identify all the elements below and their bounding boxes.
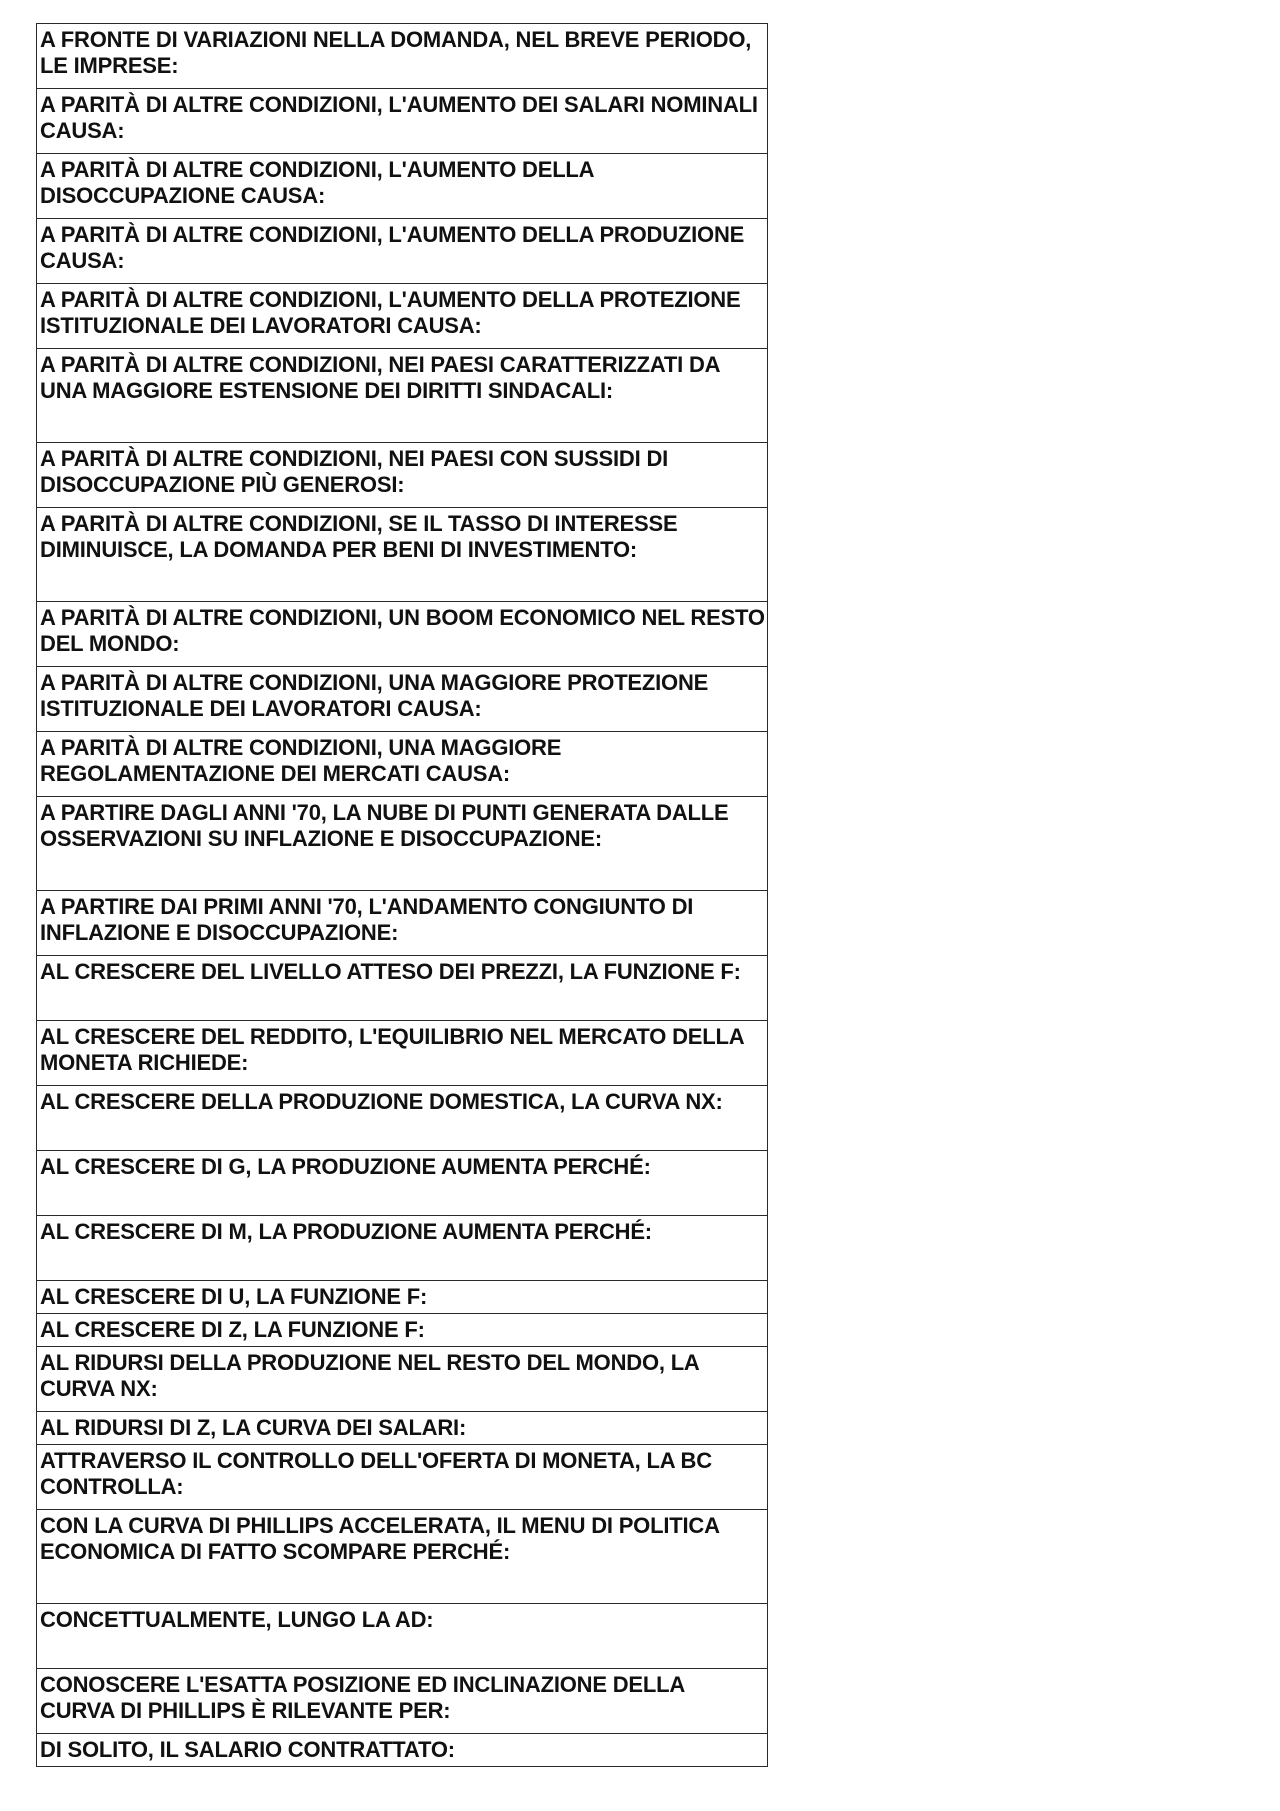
question-cell: A PARTIRE DAGLI ANNI '70, LA NUBE DI PUNTI GENERATA DALLE OSSERVAZIONI SU INFLAZIONE E DISOCCUPAZIONE: <box>37 797 768 891</box>
question-cell: AL CRESCERE DI M, LA PRODUZIONE AUMENTA PERCHÉ: <box>37 1216 768 1281</box>
table-row <box>37 797 768 891</box>
table-row <box>37 1510 768 1604</box>
table-row <box>37 349 768 443</box>
question-cell: A PARITÀ DI ALTRE CONDIZIONI, NEI PAESI CARATTERIZZATI DA UNA MAGGIORE ESTENSIONE DEI DIRITTI SINDACALI: <box>37 349 768 443</box>
table-row <box>37 1086 768 1151</box>
question-cell: A FRONTE DI VARIAZIONI NELLA DOMANDA, NEL BREVE PERIODO, LE IMPRESE: <box>37 24 768 89</box>
table-row <box>37 154 768 219</box>
table-row <box>37 1669 768 1734</box>
table-row <box>37 891 768 956</box>
table-row <box>37 443 768 508</box>
question-cell: AL CRESCERE DELLA PRODUZIONE DOMESTICA, LA CURVA NX: <box>37 1086 768 1151</box>
question-cell: A PARTIRE DAI PRIMI ANNI '70, L'ANDAMENTO CONGIUNTO DI INFLAZIONE E DISOCCUPAZIONE: <box>37 891 768 956</box>
question-cell: AL CRESCERE DI G, LA PRODUZIONE AUMENTA PERCHÉ: <box>37 1151 768 1216</box>
question-cell: AL RIDURSI DELLA PRODUZIONE NEL RESTO DEL MONDO, LA CURVA NX: <box>37 1347 768 1412</box>
table-row <box>37 1281 768 1314</box>
table-row <box>37 1445 768 1510</box>
table-row <box>37 508 768 602</box>
question-cell: CON LA CURVA DI PHILLIPS ACCELERATA, IL MENU DI POLITICA ECONOMICA DI FATTO SCOMPARE PERCHÉ: <box>37 1510 768 1604</box>
question-cell: ATTRAVERSO IL CONTROLLO DELL'OFERTA DI MONETA, LA BC CONTROLLA: <box>37 1445 768 1510</box>
table-row <box>37 219 768 284</box>
table-row <box>37 1412 768 1445</box>
question-cell: A PARITÀ DI ALTRE CONDIZIONI, UN BOOM ECONOMICO NEL RESTO DEL MONDO: <box>37 602 768 667</box>
table-row <box>37 1151 768 1216</box>
question-cell: AL CRESCERE DEL LIVELLO ATTESO DEI PREZZI, LA FUNZIONE F: <box>37 956 768 1021</box>
question-cell: DI SOLITO, IL SALARIO CONTRATTATO: <box>37 1734 768 1767</box>
table-row <box>37 1021 768 1086</box>
table-row <box>37 1216 768 1281</box>
table-row <box>37 956 768 1021</box>
table-row <box>37 1314 768 1347</box>
question-cell: A PARITÀ DI ALTRE CONDIZIONI, NEI PAESI CON SUSSIDI DI DISOCCUPAZIONE PIÙ GENEROSI: <box>37 443 768 508</box>
question-cell: A PARITÀ DI ALTRE CONDIZIONI, SE IL TASSO DI INTERESSE DIMINUISCE, LA DOMANDA PER BENI DI INVESTIMENTO: <box>37 508 768 602</box>
question-cell: AL CRESCERE DEL REDDITO, L'EQUILIBRIO NEL MERCATO DELLA MONETA RICHIEDE: <box>37 1021 768 1086</box>
question-cell: AL CRESCERE DI Z, LA FUNZIONE F: <box>37 1314 768 1347</box>
question-cell: AL RIDURSI DI Z, LA CURVA DEI SALARI: <box>37 1412 768 1445</box>
question-cell: A PARITÀ DI ALTRE CONDIZIONI, L'AUMENTO DEI SALARI NOMINALI CAUSA: <box>37 89 768 154</box>
question-cell: A PARITÀ DI ALTRE CONDIZIONI, L'AUMENTO DELLA DISOCCUPAZIONE CAUSA: <box>37 154 768 219</box>
table-row <box>37 1734 768 1767</box>
table-row <box>37 1347 768 1412</box>
question-cell: A PARITÀ DI ALTRE CONDIZIONI, UNA MAGGIORE PROTEZIONE ISTITUZIONALE DEI LAVORATORI CAUSA: <box>37 667 768 732</box>
question-cell: A PARITÀ DI ALTRE CONDIZIONI, L'AUMENTO DELLA PRODUZIONE CAUSA: <box>37 219 768 284</box>
question-cell: CONOSCERE L'ESATTA POSIZIONE ED INCLINAZIONE DELLA CURVA DI PHILLIPS È RILEVANTE PER: <box>37 1669 768 1734</box>
table-row <box>37 24 768 89</box>
table-row <box>37 667 768 732</box>
table-row <box>37 1604 768 1669</box>
table-row <box>37 732 768 797</box>
table-row <box>37 602 768 667</box>
table-row <box>37 284 768 349</box>
questions-table <box>36 23 768 1767</box>
question-cell: AL CRESCERE DI U, LA FUNZIONE F: <box>37 1281 768 1314</box>
question-cell: A PARITÀ DI ALTRE CONDIZIONI, L'AUMENTO DELLA PROTEZIONE ISTITUZIONALE DEI LAVORATORI CAUSA: <box>37 284 768 349</box>
question-cell: CONCETTUALMENTE, LUNGO LA AD: <box>37 1604 768 1669</box>
table-row <box>37 89 768 154</box>
question-cell: A PARITÀ DI ALTRE CONDIZIONI, UNA MAGGIORE REGOLAMENTAZIONE DEI MERCATI CAUSA: <box>37 732 768 797</box>
